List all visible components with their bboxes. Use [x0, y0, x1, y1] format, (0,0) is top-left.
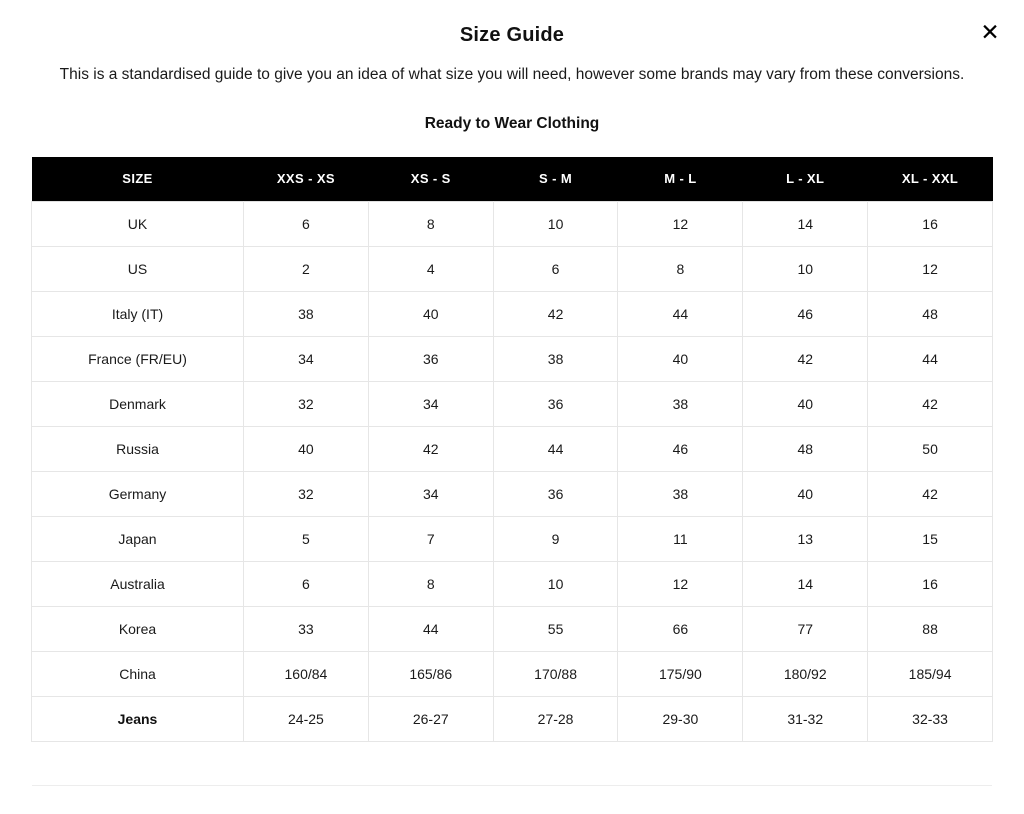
- column-header-m-l: M - L: [618, 157, 743, 201]
- size-cell: 40: [244, 426, 369, 471]
- table-row: [32, 336, 993, 381]
- size-cell: 6: [493, 246, 618, 291]
- size-cell: 10: [743, 246, 868, 291]
- size-cell: 38: [244, 291, 369, 336]
- size-cell: 42: [868, 471, 993, 516]
- size-cell: 40: [368, 291, 493, 336]
- size-cell: 14: [743, 201, 868, 246]
- table-row: [32, 201, 993, 246]
- size-cell: 6: [244, 201, 369, 246]
- size-cell: 42: [368, 426, 493, 471]
- size-cell: 26-27: [368, 696, 493, 741]
- row-label: Japan: [32, 516, 244, 561]
- size-cell: 4: [368, 246, 493, 291]
- size-cell: 42: [493, 291, 618, 336]
- table-row: [32, 561, 993, 606]
- column-header-size: SIZE: [32, 157, 244, 201]
- size-cell: 160/84: [244, 651, 369, 696]
- intro-text: This is a standardised guide to give you an idea of what size you will need, however some brands may vary from these conversions.: [59, 66, 965, 83]
- size-cell: 44: [618, 291, 743, 336]
- column-header-xxs-xs: XXS - XS: [244, 157, 369, 201]
- size-cell: 24-25: [244, 696, 369, 741]
- size-cell: 11: [618, 516, 743, 561]
- size-cell: 34: [368, 381, 493, 426]
- size-cell: 38: [618, 381, 743, 426]
- row-label: US: [32, 246, 244, 291]
- column-header-xl-xxl: XL - XXL: [868, 157, 993, 201]
- size-cell: 32: [244, 381, 369, 426]
- size-cell: 6: [244, 561, 369, 606]
- size-cell: 12: [618, 561, 743, 606]
- size-cell: 13: [743, 516, 868, 561]
- column-header-l-xl: L - XL: [743, 157, 868, 201]
- table-row: [32, 426, 993, 471]
- size-cell: 34: [368, 471, 493, 516]
- row-label: Denmark: [32, 381, 244, 426]
- size-cell: 32: [244, 471, 369, 516]
- section-title: Ready to Wear Clothing: [424, 115, 600, 132]
- table-header-row: [32, 157, 993, 201]
- table-row: [32, 471, 993, 516]
- table-row: [32, 651, 993, 696]
- size-cell: 10: [493, 201, 618, 246]
- table-row: [32, 291, 993, 336]
- size-cell: 36: [493, 471, 618, 516]
- size-cell: 42: [743, 336, 868, 381]
- size-cell: 16: [868, 201, 993, 246]
- size-cell: 185/94: [868, 651, 993, 696]
- size-cell: 55: [493, 606, 618, 651]
- row-label: France (FR/EU): [32, 336, 244, 381]
- table-row: [32, 606, 993, 651]
- size-cell: 38: [493, 336, 618, 381]
- table-row: [32, 516, 993, 561]
- size-cell: 9: [493, 516, 618, 561]
- bottom-divider: [32, 785, 992, 786]
- table-head: [32, 157, 993, 201]
- size-cell: 12: [618, 201, 743, 246]
- size-cell: 36: [368, 336, 493, 381]
- size-cell: 40: [618, 336, 743, 381]
- size-cell: 2: [244, 246, 369, 291]
- size-cell: 40: [743, 471, 868, 516]
- size-cell: 8: [368, 561, 493, 606]
- size-cell: 50: [868, 426, 993, 471]
- table-body: [32, 201, 993, 741]
- page-title: Size Guide: [459, 24, 565, 46]
- size-cell: 77: [743, 606, 868, 651]
- row-label: Jeans: [32, 696, 244, 741]
- size-cell: 29-30: [618, 696, 743, 741]
- size-cell: 12: [868, 246, 993, 291]
- size-cell: 16: [868, 561, 993, 606]
- row-label: Australia: [32, 561, 244, 606]
- size-cell: 48: [743, 426, 868, 471]
- size-cell: 180/92: [743, 651, 868, 696]
- size-cell: 88: [868, 606, 993, 651]
- size-cell: 44: [868, 336, 993, 381]
- size-cell: 175/90: [618, 651, 743, 696]
- size-cell: 48: [868, 291, 993, 336]
- row-label: China: [32, 651, 244, 696]
- size-cell: 32-33: [868, 696, 993, 741]
- size-cell: 170/88: [493, 651, 618, 696]
- size-cell: 8: [618, 246, 743, 291]
- size-cell: 14: [743, 561, 868, 606]
- table-row: [32, 381, 993, 426]
- row-label: Germany: [32, 471, 244, 516]
- size-cell: 7: [368, 516, 493, 561]
- size-table-wrapper: [31, 157, 993, 742]
- column-header-xs-s: XS - S: [368, 157, 493, 201]
- size-cell: 27-28: [493, 696, 618, 741]
- size-cell: 33: [244, 606, 369, 651]
- size-cell: 10: [493, 561, 618, 606]
- size-cell: 31-32: [743, 696, 868, 741]
- size-cell: 165/86: [368, 651, 493, 696]
- size-cell: 5: [244, 516, 369, 561]
- size-cell: 46: [618, 426, 743, 471]
- size-cell: 44: [493, 426, 618, 471]
- size-cell: 15: [868, 516, 993, 561]
- row-label: Russia: [32, 426, 244, 471]
- row-label: UK: [32, 201, 244, 246]
- size-cell: 36: [493, 381, 618, 426]
- table-row: [32, 696, 993, 741]
- row-label: Italy (IT): [32, 291, 244, 336]
- size-cell: 42: [868, 381, 993, 426]
- size-cell: 34: [244, 336, 369, 381]
- close-icon[interactable]: ✕: [976, 18, 1004, 46]
- size-cell: 66: [618, 606, 743, 651]
- size-cell: 8: [368, 201, 493, 246]
- size-conversion-table: [31, 157, 993, 742]
- size-cell: 38: [618, 471, 743, 516]
- size-cell: 40: [743, 381, 868, 426]
- row-label: Korea: [32, 606, 244, 651]
- size-cell: 46: [743, 291, 868, 336]
- table-row: [32, 246, 993, 291]
- size-cell: 44: [368, 606, 493, 651]
- column-header-s-m: S - M: [493, 157, 618, 201]
